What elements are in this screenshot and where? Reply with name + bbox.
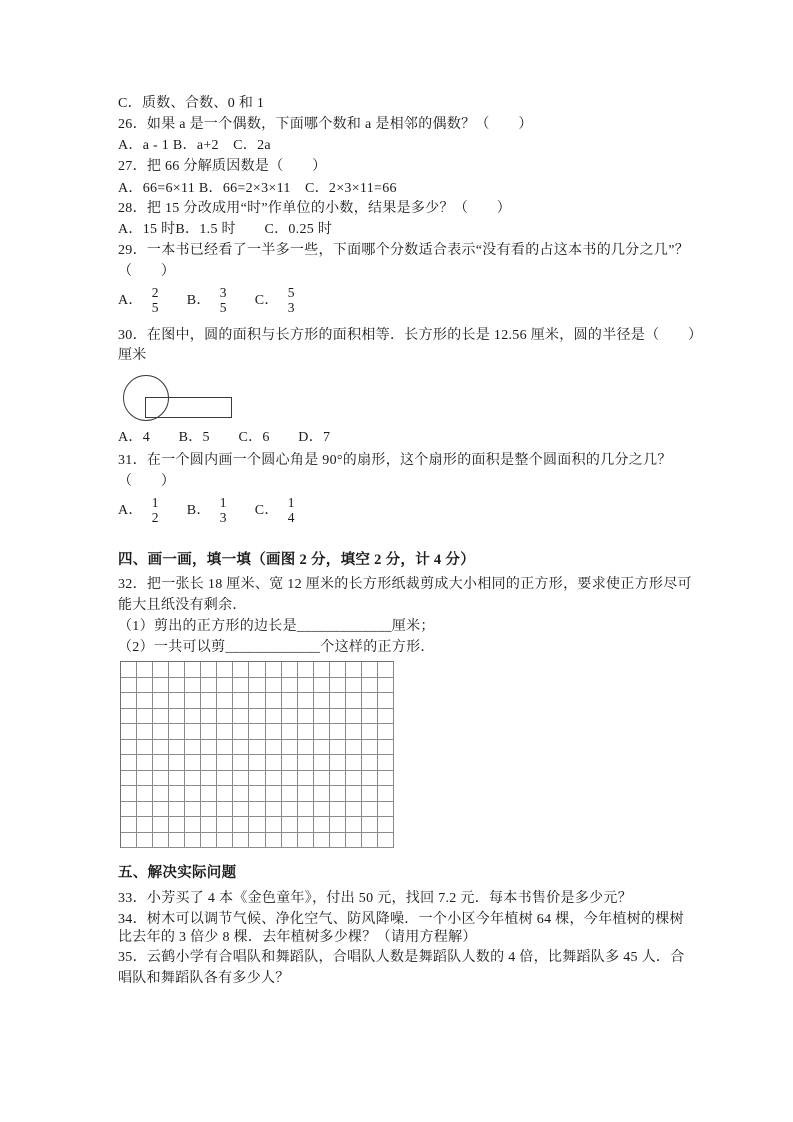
grid-cell [217,755,233,771]
grid-cell [153,693,169,709]
grid-cell [233,709,249,725]
grid-cell [121,662,137,678]
grid-cell [282,724,298,740]
grid-cell [330,755,346,771]
grid-cell [185,678,201,694]
grid-cell [137,771,153,787]
grid-cell [282,786,298,802]
grid-cell [137,693,153,709]
grid-cell [137,678,153,694]
grid-cell [346,709,362,725]
grid-cell [169,678,185,694]
fraction-denominator: 3 [287,300,295,315]
grid-cell [314,724,330,740]
grid-cell [266,740,282,756]
grid-cell [153,817,169,833]
q29-stem: 29．一本书已经看了一半多一些，下面哪个分数适合表示“没有看的占这本书的几分之几”？ [118,243,690,258]
grid-cell [249,833,265,849]
grid-cell [137,786,153,802]
grid-cell [282,693,298,709]
fraction-option [118,495,159,525]
grid-cell [346,771,362,787]
grid-cell [266,662,282,678]
grid-cell [137,740,153,756]
grid-cell [378,740,394,756]
grid-cell [137,802,153,818]
grid-cell [282,678,298,694]
option-label: B． [186,502,211,518]
grid-cell [249,740,265,756]
grid-cell [233,786,249,802]
grid-cell [121,786,137,802]
grid-cell [121,771,137,787]
grid-cell [346,740,362,756]
grid-cell [249,693,265,709]
fraction-value [220,285,227,315]
grid-cell [298,662,314,678]
q29-paren: （ ） [118,264,176,279]
grid-cell [185,786,201,802]
q32-blank-2: （2）一共可以剪_____________个这样的正方形． [118,640,435,655]
grid-cell [249,709,265,725]
grid-cell [346,693,362,709]
grid-cell [153,740,169,756]
grid-cell [249,662,265,678]
grid-cell [362,709,378,725]
option-label: C． [254,292,279,308]
grid-cell [314,693,330,709]
grid-cell [378,709,394,725]
grid-cell [249,771,265,787]
grid-cell [153,833,169,849]
grid-cell [121,693,137,709]
grid-cell [201,740,217,756]
grid-cell [378,724,394,740]
grid-cell [330,709,346,725]
grid-cell [185,662,201,678]
grid-cell [217,709,233,725]
grid-cell [233,662,249,678]
grid-cell [185,740,201,756]
grid-cell [201,693,217,709]
grid-cell [362,771,378,787]
q27-stem: 27．把 66 分解质因数是（ ） [118,159,327,174]
q31-options [118,493,323,527]
grid-cell [169,833,185,849]
fraction-option [255,495,295,525]
fraction-option [187,285,227,315]
fraction-value [220,495,227,525]
grid-cell [314,771,330,787]
grid-cell [185,817,201,833]
grid-cell [233,817,249,833]
q26-options: A．a - 1 B．a+2 C．2a [118,138,271,153]
option-label: B． [186,292,211,308]
grid-cell [378,786,394,802]
grid-cell [346,786,362,802]
q32-stem-line1: 32．把一张长 18 厘米、宽 12 厘米的长方形纸裁剪成大小相同的正方形，要求使正方形尽可 [118,577,692,592]
fraction-numerator: 1 [219,495,227,510]
grid-cell [153,802,169,818]
grid-cell [266,817,282,833]
grid-cell [121,740,137,756]
q30-unit: 厘米 [118,348,147,363]
grid-cell [298,709,314,725]
grid-cell [153,755,169,771]
grid-cell [298,755,314,771]
grid-cell [249,802,265,818]
grid-cell [249,817,265,833]
grid-cell [314,709,330,725]
grid-cell [185,709,201,725]
grid-cell [314,662,330,678]
grid-cell [282,771,298,787]
grid-cell [201,724,217,740]
grid-cell [169,709,185,725]
grid-cell [298,802,314,818]
grid-cell [201,662,217,678]
grid-cell [298,786,314,802]
grid-cell [378,662,394,678]
grid-cell [169,817,185,833]
grid-cell [298,740,314,756]
fraction-denominator: 4 [287,510,295,525]
fraction-option [118,285,159,315]
grid-cell [314,740,330,756]
grid-cell [185,802,201,818]
grid-cell [137,709,153,725]
fraction-numerator: 5 [287,285,295,300]
option-label: C． [254,502,279,518]
grid-cell [185,755,201,771]
grid-cell [233,802,249,818]
grid-cell [282,817,298,833]
grid-cell [314,833,330,849]
grid-cell [282,740,298,756]
grid-cell [330,724,346,740]
grid-cell [346,817,362,833]
grid-cell [249,755,265,771]
grid-cell [330,678,346,694]
grid-cell [153,724,169,740]
grid-cell [378,693,394,709]
grid-cell [201,833,217,849]
grid-cell [137,755,153,771]
grid-cell [330,833,346,849]
grid-cell [330,786,346,802]
q26-stem: 26．如果 a 是一个偶数，下面哪个数和 a 是相邻的偶数？（ ） [118,117,533,132]
grid-cell [362,678,378,694]
grid-cell [378,817,394,833]
grid-cell [201,678,217,694]
grid-cell [298,724,314,740]
grid-cell [185,724,201,740]
grid-cell [137,662,153,678]
grid-cell [153,771,169,787]
grid-cell [266,833,282,849]
grid-cell [121,678,137,694]
grid-cell [330,740,346,756]
fraction-value [288,495,295,525]
option-label: A． [118,292,143,308]
grid-cell [233,833,249,849]
grid-cell [282,833,298,849]
option-label: A． [118,502,143,518]
grid-cell [266,678,282,694]
grid-cell [362,724,378,740]
grid-cell [266,786,282,802]
grid-cell [137,724,153,740]
grid-cell [266,693,282,709]
grid-cell [249,724,265,740]
fraction-numerator: 1 [151,495,159,510]
grid-cell [233,755,249,771]
grid-cell [314,786,330,802]
grid-cell [298,678,314,694]
grid-cell [314,817,330,833]
grid-cell [217,817,233,833]
grid-cell [233,678,249,694]
grid-cell [201,802,217,818]
grid-cell [169,771,185,787]
q31-paren: （ ） [118,474,176,489]
grid-cell [233,740,249,756]
grid-cell [153,786,169,802]
fraction-denominator: 2 [151,510,159,525]
section-4-title: 四、画一画，填一填（画图 2 分，填空 2 分，计 4 分） [118,552,475,568]
fraction-option [187,495,227,525]
grid-cell [314,802,330,818]
grid-cell [201,786,217,802]
q35-stem-line1: 35．云鹤小学有合唱队和舞蹈队，合唱队人数是舞蹈队人数的 4 倍，比舞蹈队多 45 人．合 [118,950,685,965]
q29-options [118,283,323,317]
grid-cell [362,755,378,771]
grid-cell [217,802,233,818]
grid-cell [346,678,362,694]
grid-cell [266,709,282,725]
grid-cell [201,771,217,787]
q28-options: A．15 时B．1.5 时 C．0.25 时 [118,222,333,237]
grid-cell [346,802,362,818]
grid-cell [169,693,185,709]
grid-cell [217,740,233,756]
grid-cell [169,724,185,740]
grid-cell [201,709,217,725]
grid-cell [330,662,346,678]
grid-cell [330,771,346,787]
grid-cell [153,662,169,678]
q35-stem-line2: 唱队和舞蹈队各有多少人？ [118,971,290,986]
grid-cell [249,678,265,694]
grid-cell [298,817,314,833]
grid-cell [378,755,394,771]
q32-blank-1: （1）剪出的正方形的边长是_____________厘米； [118,619,435,634]
q34-stem-line2: 比去年的 3 倍少 8 棵．去年植树多少棵？（请用方程解） [118,930,477,945]
grid-cell [330,693,346,709]
fraction-numerator: 2 [151,285,159,300]
grid-cell [169,755,185,771]
grid-cell [121,817,137,833]
grid-cell [201,755,217,771]
grid-cell [233,771,249,787]
q28-stem: 28．把 15 分改成用“时”作单位的小数，结果是多少？（ ） [118,201,512,216]
grid-cell [314,755,330,771]
grid-cell [362,662,378,678]
grid-cell [266,724,282,740]
grid-cell [137,833,153,849]
grid-cell [330,802,346,818]
section-5-title: 五、解决实际问题 [118,865,237,881]
grid-cell [346,724,362,740]
grid-cell [201,817,217,833]
grid-cell [298,771,314,787]
grid-cell [362,802,378,818]
grid-cell [217,724,233,740]
grid-cell [266,771,282,787]
q33-stem: 33．小芳买了 4 本《金色童年》，付出 50 元，找回 7.2 元．每本书售价是多少元？ [118,891,632,906]
grid-cell [121,802,137,818]
grid-cell [346,662,362,678]
grid-cell [169,740,185,756]
grid-cell [330,817,346,833]
q30-options: A．4 B．5 C．6 D．7 [118,430,331,445]
grid-cell [121,833,137,849]
grid-cell [185,693,201,709]
fraction-value [152,285,159,315]
grid-cell [121,709,137,725]
grid-cell [346,755,362,771]
grid-cell [169,662,185,678]
q25-option-c: C．质数、合数、0 和 1 [118,96,265,111]
grid-cell [282,709,298,725]
grid-cell [217,693,233,709]
grid-cell [121,755,137,771]
grid-cell [153,709,169,725]
grid-cell [217,771,233,787]
fraction-numerator: 3 [219,285,227,300]
q27-options: A．66=6×11 B．66=2×3×11 C．2×3×11=66 [118,181,397,196]
grid-cell [217,786,233,802]
grid-cell [362,833,378,849]
q32-stem-line2: 能大且纸没有剩余． [118,598,247,613]
rectangle-shape [145,397,232,418]
grid-cell [217,662,233,678]
grid-cell [362,693,378,709]
fraction-denominator: 5 [219,300,227,315]
grid-cell [217,833,233,849]
grid-cell [298,693,314,709]
grid-cell [346,833,362,849]
q32-drawing-grid [120,661,394,848]
grid-cell [282,802,298,818]
fraction-value [152,495,159,525]
grid-cell [137,817,153,833]
fraction-denominator: 5 [151,300,159,315]
grid-cell [362,817,378,833]
grid-cell [378,802,394,818]
grid-cell [185,771,201,787]
fraction-numerator: 1 [287,495,295,510]
fraction-option [255,285,295,315]
q34-stem-line1: 34．树木可以调节气候、净化空气、防风降噪．一个小区今年植树 64 棵，今年植树的棵树 [118,912,684,927]
grid-cell [169,802,185,818]
grid-cell [378,678,394,694]
grid-cell [298,833,314,849]
grid-cell [169,786,185,802]
grid-cell [378,833,394,849]
grid-cell [378,771,394,787]
grid-cell [217,678,233,694]
grid-cell [362,786,378,802]
grid-cell [153,678,169,694]
grid-cell [121,724,137,740]
fraction-value [288,285,295,315]
grid-cell [266,755,282,771]
q30-stem: 30．在图中，圆的面积与长方形的面积相等．长方形的长是 12.56 厘米，圆的半径是（ ） [118,328,703,343]
grid-cell [282,755,298,771]
grid-cell [249,786,265,802]
grid-cell [233,724,249,740]
grid-cell [314,678,330,694]
grid-cell [266,802,282,818]
grid-cell [362,740,378,756]
q31-stem: 31．在一个圆内画一个圆心角是 90°的扇形，这个扇形的面积是整个圆面积的几分之几？ [118,453,672,468]
fraction-denominator: 3 [219,510,227,525]
grid-cell [282,662,298,678]
grid-cell [233,693,249,709]
grid-cell [185,833,201,849]
